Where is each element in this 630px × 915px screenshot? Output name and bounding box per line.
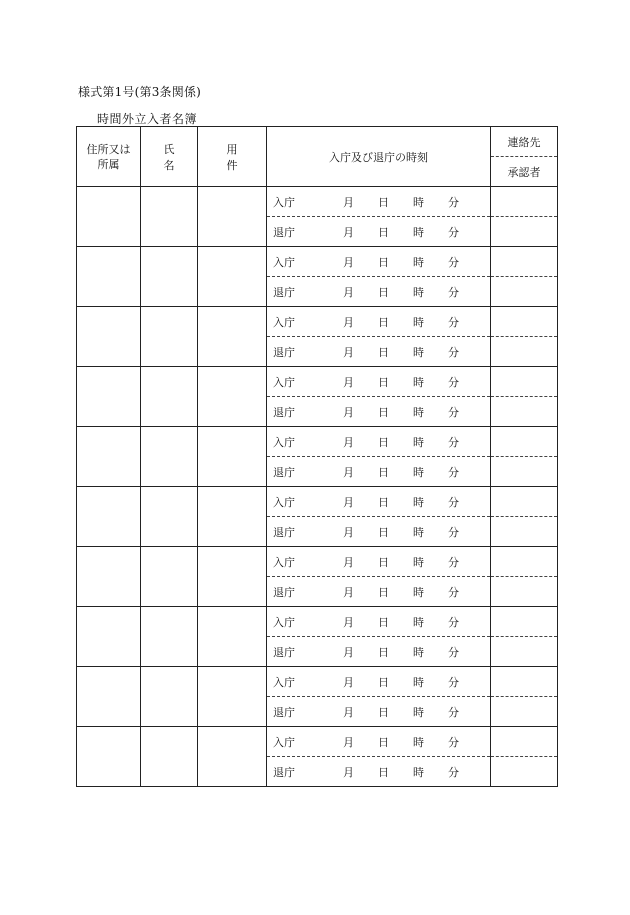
record-row-entry	[77, 307, 558, 337]
header-address-line1: 住所又は	[86, 142, 131, 156]
month-unit: 月	[343, 765, 354, 779]
contact-cell[interactable]	[491, 367, 558, 397]
month-unit: 月	[343, 615, 354, 629]
exit-label: 退庁	[273, 585, 295, 599]
entry-time	[267, 307, 490, 336]
hour-unit: 時	[413, 465, 424, 479]
entry-label: 入庁	[273, 495, 295, 509]
month-unit: 月	[343, 555, 354, 569]
entry-time	[267, 367, 490, 396]
address-cell[interactable]	[77, 247, 141, 307]
month-unit: 月	[343, 585, 354, 599]
exit-time-cell[interactable]	[267, 577, 491, 607]
day-unit: 日	[378, 525, 389, 539]
minute-unit: 分	[448, 765, 459, 779]
contact-cell[interactable]	[491, 247, 558, 277]
address-cell[interactable]	[77, 487, 141, 547]
record-row-entry	[77, 427, 558, 457]
day-unit: 日	[378, 375, 389, 389]
month-unit: 月	[343, 285, 354, 299]
month-unit: 月	[343, 525, 354, 539]
exit-time-cell[interactable]	[267, 217, 491, 247]
record-row-entry	[77, 607, 558, 637]
entry-label: 入庁	[273, 675, 295, 689]
month-unit: 月	[343, 315, 354, 329]
purpose-cell[interactable]	[198, 187, 267, 247]
day-unit: 日	[378, 195, 389, 209]
entry-label: 入庁	[273, 435, 295, 449]
approver-cell[interactable]	[491, 577, 558, 607]
hour-unit: 時	[413, 435, 424, 449]
hour-unit: 時	[413, 525, 424, 539]
exit-time	[267, 637, 490, 666]
exit-time	[267, 697, 490, 726]
entry-label: 入庁	[273, 255, 295, 269]
day-unit: 日	[378, 225, 389, 239]
month-unit: 月	[343, 735, 354, 749]
day-unit: 日	[378, 495, 389, 509]
day-unit: 日	[378, 675, 389, 689]
month-unit: 月	[343, 435, 354, 449]
entry-time	[267, 247, 490, 276]
address-cell[interactable]	[77, 307, 141, 367]
entry-label: 入庁	[273, 195, 295, 209]
exit-time-cell[interactable]	[267, 697, 491, 727]
minute-unit: 分	[448, 735, 459, 749]
exit-label: 退庁	[273, 285, 295, 299]
purpose-cell[interactable]	[198, 247, 267, 307]
day-unit: 日	[378, 345, 389, 359]
month-unit: 月	[343, 465, 354, 479]
minute-unit: 分	[448, 615, 459, 629]
month-unit: 月	[343, 255, 354, 269]
day-unit: 日	[378, 765, 389, 779]
approver-cell[interactable]	[491, 457, 558, 487]
minute-unit: 分	[448, 525, 459, 539]
purpose-cell[interactable]	[198, 427, 267, 487]
record-row-entry	[77, 487, 558, 517]
name-cell[interactable]	[141, 247, 198, 307]
month-unit: 月	[343, 645, 354, 659]
name-cell[interactable]	[141, 487, 198, 547]
address-cell[interactable]	[77, 727, 141, 787]
entry-time-cell[interactable]	[267, 607, 491, 637]
day-unit: 日	[378, 465, 389, 479]
hour-unit: 時	[413, 585, 424, 599]
day-unit: 日	[378, 615, 389, 629]
entry-time-cell[interactable]	[267, 247, 491, 277]
visitor-register-table	[76, 126, 558, 787]
exit-time-cell[interactable]	[267, 757, 491, 787]
exit-label: 退庁	[273, 705, 295, 719]
entry-time-cell[interactable]	[267, 487, 491, 517]
hour-unit: 時	[413, 375, 424, 389]
exit-time	[267, 517, 490, 546]
exit-label: 退庁	[273, 345, 295, 359]
entry-label: 入庁	[273, 735, 295, 749]
header-name: 氏名	[141, 127, 198, 187]
exit-time-cell[interactable]	[267, 457, 491, 487]
hour-unit: 時	[413, 735, 424, 749]
month-unit: 月	[343, 345, 354, 359]
entry-label: 入庁	[273, 615, 295, 629]
minute-unit: 分	[448, 375, 459, 389]
address-cell[interactable]	[77, 367, 141, 427]
entry-time-cell[interactable]	[267, 187, 491, 217]
contact-cell[interactable]	[491, 187, 558, 217]
minute-unit: 分	[448, 585, 459, 599]
day-unit: 日	[378, 405, 389, 419]
minute-unit: 分	[448, 435, 459, 449]
contact-cell[interactable]	[491, 487, 558, 517]
day-unit: 日	[378, 555, 389, 569]
hour-unit: 時	[413, 315, 424, 329]
address-cell[interactable]	[77, 667, 141, 727]
name-cell[interactable]	[141, 607, 198, 667]
entry-label: 入庁	[273, 375, 295, 389]
contact-cell[interactable]	[491, 307, 558, 337]
exit-time-cell[interactable]	[267, 637, 491, 667]
address-cell[interactable]	[77, 427, 141, 487]
header-address-line2: 所属	[97, 157, 120, 171]
minute-unit: 分	[448, 225, 459, 239]
day-unit: 日	[378, 285, 389, 299]
exit-time-cell[interactable]	[267, 397, 491, 427]
header-time: 入庁及び退庁の時刻	[267, 127, 491, 187]
entry-time	[267, 187, 490, 216]
day-unit: 日	[378, 315, 389, 329]
purpose-cell[interactable]	[198, 607, 267, 667]
exit-time-cell[interactable]	[267, 517, 491, 547]
minute-unit: 分	[448, 195, 459, 209]
entry-time	[267, 667, 490, 696]
minute-unit: 分	[448, 345, 459, 359]
minute-unit: 分	[448, 285, 459, 299]
name-cell[interactable]	[141, 367, 198, 427]
contact-cell[interactable]	[491, 547, 558, 577]
entry-time	[267, 547, 490, 576]
month-unit: 月	[343, 375, 354, 389]
contact-cell[interactable]	[491, 727, 558, 757]
exit-label: 退庁	[273, 225, 295, 239]
day-unit: 日	[378, 435, 389, 449]
hour-unit: 時	[413, 345, 424, 359]
exit-time-cell[interactable]	[267, 337, 491, 367]
exit-time	[267, 457, 490, 486]
day-unit: 日	[378, 645, 389, 659]
address-cell[interactable]	[77, 187, 141, 247]
hour-unit: 時	[413, 675, 424, 689]
day-unit: 日	[378, 585, 389, 599]
header-address	[77, 127, 141, 187]
entry-time	[267, 727, 490, 756]
header-contact: 連絡先	[491, 127, 557, 157]
hour-unit: 時	[413, 285, 424, 299]
entry-time-cell[interactable]	[267, 367, 491, 397]
contact-cell[interactable]	[491, 667, 558, 697]
contact-cell[interactable]	[491, 607, 558, 637]
name-cell[interactable]	[141, 727, 198, 787]
header-purpose: 用件	[198, 127, 267, 187]
approver-cell[interactable]	[491, 637, 558, 667]
approver-cell[interactable]	[491, 757, 558, 787]
name-cell[interactable]	[141, 667, 198, 727]
hour-unit: 時	[413, 225, 424, 239]
purpose-cell[interactable]	[198, 367, 267, 427]
purpose-cell[interactable]	[198, 667, 267, 727]
record-row-entry	[77, 727, 558, 757]
approver-cell[interactable]	[491, 397, 558, 427]
name-cell[interactable]	[141, 427, 198, 487]
exit-time-cell[interactable]	[267, 277, 491, 307]
entry-time	[267, 427, 490, 456]
header-row	[77, 127, 558, 187]
exit-label: 退庁	[273, 765, 295, 779]
hour-unit: 時	[413, 705, 424, 719]
hour-unit: 時	[413, 555, 424, 569]
minute-unit: 分	[448, 645, 459, 659]
exit-time	[267, 577, 490, 606]
exit-label: 退庁	[273, 645, 295, 659]
minute-unit: 分	[448, 675, 459, 689]
month-unit: 月	[343, 675, 354, 689]
hour-unit: 時	[413, 495, 424, 509]
address-cell[interactable]	[77, 607, 141, 667]
hour-unit: 時	[413, 405, 424, 419]
document-title: 時間外立入者名簿	[97, 112, 198, 126]
entry-time-cell[interactable]	[267, 727, 491, 757]
record-row-entry	[77, 547, 558, 577]
entry-time-cell[interactable]	[267, 427, 491, 457]
purpose-cell[interactable]	[198, 547, 267, 607]
month-unit: 月	[343, 225, 354, 239]
entry-label: 入庁	[273, 555, 295, 569]
hour-unit: 時	[413, 195, 424, 209]
entry-label: 入庁	[273, 315, 295, 329]
hour-unit: 時	[413, 615, 424, 629]
hour-unit: 時	[413, 765, 424, 779]
month-unit: 月	[343, 495, 354, 509]
minute-unit: 分	[448, 465, 459, 479]
approver-cell[interactable]	[491, 337, 558, 367]
day-unit: 日	[378, 705, 389, 719]
day-unit: 日	[378, 255, 389, 269]
minute-unit: 分	[448, 255, 459, 269]
month-unit: 月	[343, 405, 354, 419]
record-row-entry	[77, 247, 558, 277]
exit-time	[267, 277, 490, 306]
purpose-cell[interactable]	[198, 307, 267, 367]
purpose-cell[interactable]	[198, 487, 267, 547]
name-cell[interactable]	[141, 547, 198, 607]
entry-time-cell[interactable]	[267, 547, 491, 577]
hour-unit: 時	[413, 645, 424, 659]
exit-label: 退庁	[273, 405, 295, 419]
header-approver: 承認者	[507, 165, 541, 179]
minute-unit: 分	[448, 705, 459, 719]
exit-time	[267, 337, 490, 366]
exit-time	[267, 757, 490, 786]
purpose-cell[interactable]	[198, 727, 267, 787]
name-cell[interactable]	[141, 307, 198, 367]
hour-unit: 時	[413, 255, 424, 269]
approver-cell[interactable]	[491, 217, 558, 247]
form-number: 様式第1号(第3条関係)	[78, 85, 202, 99]
approver-cell[interactable]	[491, 517, 558, 547]
entry-time-cell[interactable]	[267, 307, 491, 337]
header-contact-approver	[491, 127, 558, 187]
minute-unit: 分	[448, 405, 459, 419]
entry-time-cell[interactable]	[267, 667, 491, 697]
contact-cell[interactable]	[491, 427, 558, 457]
exit-label: 退庁	[273, 465, 295, 479]
month-unit: 月	[343, 705, 354, 719]
record-row-entry	[77, 367, 558, 397]
day-unit: 日	[378, 735, 389, 749]
entry-time	[267, 487, 490, 516]
month-unit: 月	[343, 195, 354, 209]
minute-unit: 分	[448, 495, 459, 509]
address-cell[interactable]	[77, 547, 141, 607]
entry-time	[267, 607, 490, 636]
record-row-entry	[77, 187, 558, 217]
minute-unit: 分	[448, 555, 459, 569]
record-row-entry	[77, 667, 558, 697]
name-cell[interactable]	[141, 187, 198, 247]
exit-label: 退庁	[273, 525, 295, 539]
exit-time	[267, 397, 490, 426]
approver-cell[interactable]	[491, 697, 558, 727]
exit-time	[267, 217, 490, 246]
minute-unit: 分	[448, 315, 459, 329]
approver-cell[interactable]	[491, 277, 558, 307]
